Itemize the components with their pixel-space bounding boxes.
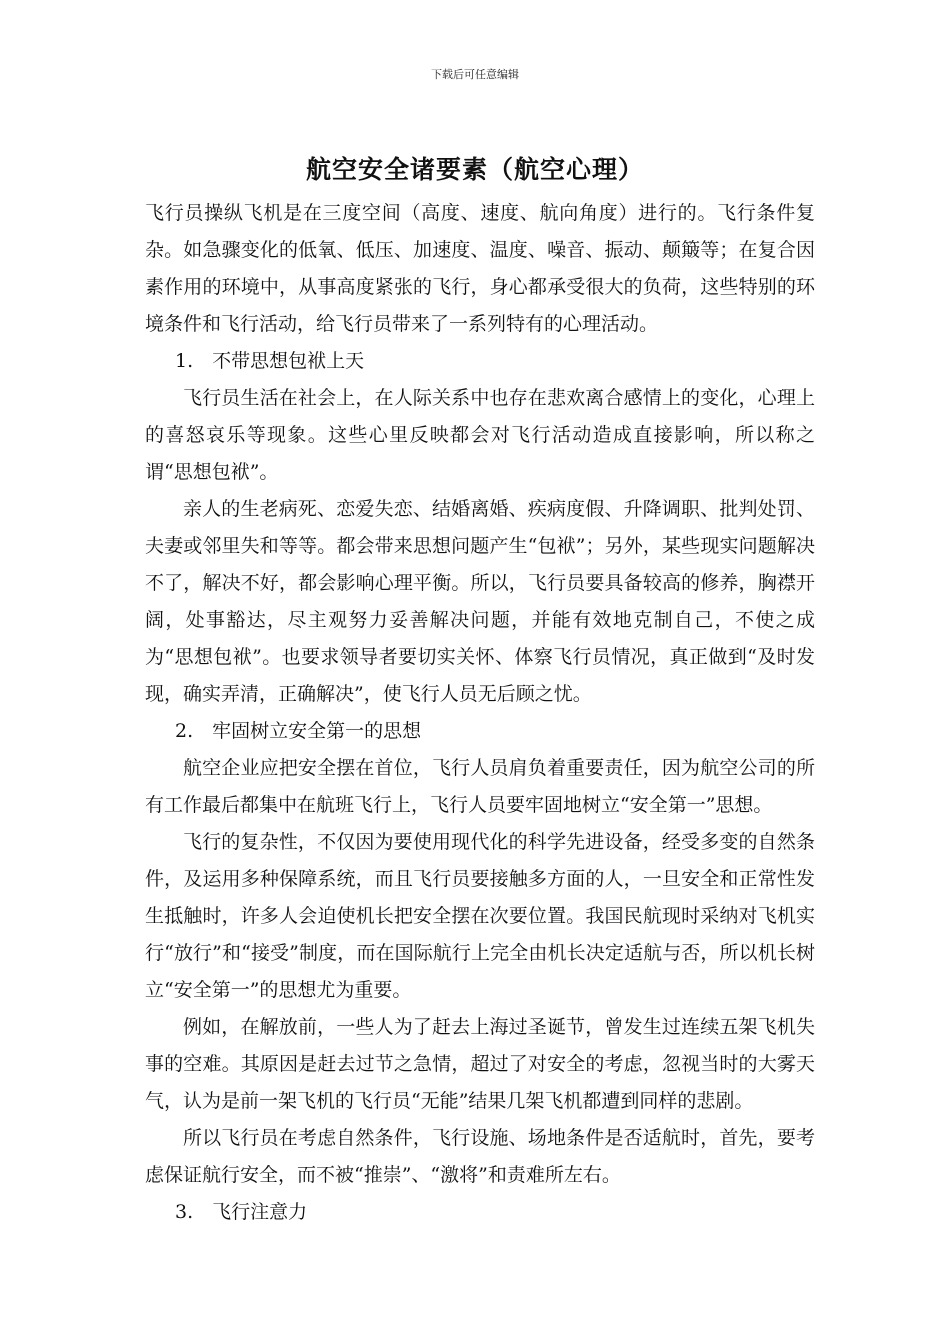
page-title: 航空安全诸要素（航空心理） — [305, 155, 644, 184]
section-heading-2: 2. 牢固树立安全第一的思想 — [175, 720, 422, 742]
paragraph: 航空企业应把安全摆在首位，飞行人员肩负着重要责任，因为航空公司的所有工作最后都集中在航班飞行上，飞行人员要牢固地树立“安全第一”思想。 — [145, 757, 815, 816]
paragraph-intro: 飞行员操纵飞机是在三度空间（高度、速度、航向角度）进行的。飞行条件复杂。如急骤变化的低氧、低压、加速度、温度、噪音、振动、颠簸等；在复合因素作用的环境中，从事高度紧张的飞行，身心都承受很大的负荷，这些特别的环境条件和飞行活动，给飞行员带来了一系列特有的心理活动。 — [145, 202, 815, 335]
paragraph: 亲人的生老病死、恋爱失恋、结婚离婚、疾病度假、升降调职、批判处罚、夫妻或邻里失和等等。都会带来思想问题产生“包袱”；另外，某些现实问题解决不了，解决不好，都会影响心理平衡。所以，飞行员要具备较高的修养，胸襟开阔，处事豁达，尽主观努力妥善解决问题，并能有效地克制自己，不使之成为“思想包袱”。也要求领导者要切实关怀、体察飞行员情况，真正做到“及时发现，确实弄清，正确解决”，使飞行人员无后顾之忧。 — [145, 498, 815, 705]
paragraph: 飞行的复杂性，不仅因为要使用现代化的科学先进设备，经受多变的自然条件，及运用多种保障系统，而且飞行员要接触多方面的人，一旦安全和正常性发生抵触时，许多人会迫使机长把安全摆在次要位置。我国民航现时采纳对飞机实行“放行”和“接受”制度，而在国际航行上完全由机长决定适航与否，所以机长树立“安全第一”的思想尤为重要。 — [145, 831, 815, 1001]
header-note: 下载后可任意编辑 — [431, 68, 519, 81]
paragraph: 例如，在解放前，一些人为了赶去上海过圣诞节，曾发生过连续五架飞机失事的空难。其原因是赶去过节之急情，超过了对安全的考虑，忽视当时的大雾天气，认为是前一架飞机的飞行员“无能”结果几架飞机都遭到同样的悲剧。 — [145, 1016, 815, 1112]
section-heading-1: 1. 不带思想包袱上天 — [175, 350, 365, 372]
paragraph: 所以飞行员在考虑自然条件，飞行设施、场地条件是否适航时，首先，要考虑保证航行安全，而不被“推崇”、“激将”和责难所左右。 — [145, 1127, 815, 1186]
section-heading-3: 3. 飞行注意力 — [175, 1201, 308, 1223]
document-body — [145, 195, 815, 1231]
paragraph: 飞行员生活在社会上，在人际关系中也存在悲欢离合感情上的变化，心理上的喜怒哀乐等现象。这些心里反映都会对飞行活动造成直接影响，所以称之谓“思想包袱”。 — [145, 387, 815, 483]
